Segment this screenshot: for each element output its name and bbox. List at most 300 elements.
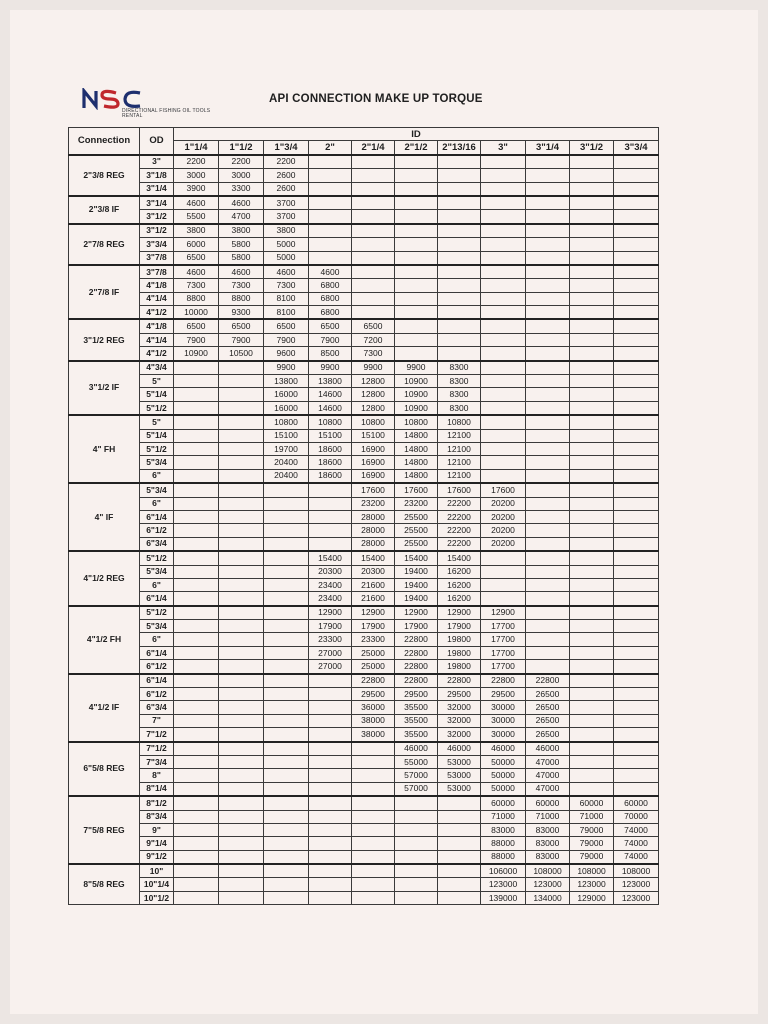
torque-cell — [526, 660, 570, 674]
table-row — [69, 891, 659, 904]
torque-cell — [174, 742, 219, 756]
torque-cell — [309, 796, 352, 810]
torque-cell — [570, 728, 614, 742]
connection-cell: 2"3/8 REG — [69, 155, 140, 196]
connection-cell: 2"7/8 IF — [69, 265, 140, 320]
torque-cell — [614, 388, 659, 401]
torque-cell: 20400 — [264, 456, 309, 469]
torque-cell — [309, 224, 352, 238]
torque-cell: 10000 — [174, 306, 219, 320]
table-row — [69, 551, 659, 565]
torque-cell: 83000 — [526, 837, 570, 850]
table-row — [69, 210, 659, 224]
torque-cell: 32000 — [438, 701, 481, 714]
torque-cell — [264, 769, 309, 782]
torque-cell: 29500 — [395, 688, 438, 701]
torque-cell — [481, 347, 526, 361]
torque-cell: 4600 — [219, 196, 264, 210]
torque-cell — [614, 620, 659, 633]
torque-cell: 53000 — [438, 769, 481, 782]
torque-cell: 22800 — [395, 646, 438, 659]
torque-cell: 22200 — [438, 524, 481, 537]
torque-cell — [309, 251, 352, 265]
torque-cell — [526, 238, 570, 251]
torque-cell: 139000 — [481, 891, 526, 904]
torque-cell — [570, 620, 614, 633]
torque-cell: 6500 — [309, 319, 352, 333]
torque-cell: 27000 — [309, 646, 352, 659]
torque-cell — [526, 592, 570, 606]
torque-cell: 2200 — [174, 155, 219, 169]
od-cell: 6"1/2 — [140, 660, 174, 674]
torque-cell — [438, 333, 481, 346]
torque-cell: 13800 — [264, 375, 309, 388]
od-cell: 6"3/4 — [140, 537, 174, 551]
torque-cell — [309, 782, 352, 796]
torque-cell — [352, 782, 395, 796]
torque-cell: 5000 — [264, 251, 309, 265]
connection-cell: 2"3/8 IF — [69, 196, 140, 224]
torque-cell — [481, 456, 526, 469]
torque-cell: 35500 — [395, 728, 438, 742]
torque-cell — [481, 196, 526, 210]
torque-cell — [481, 224, 526, 238]
od-cell: 6"1/4 — [140, 592, 174, 606]
torque-cell — [264, 878, 309, 891]
torque-cell — [614, 210, 659, 224]
torque-cell — [174, 810, 219, 823]
torque-cell: 20300 — [352, 565, 395, 578]
torque-cell — [526, 510, 570, 523]
od-cell: 8"3/4 — [140, 810, 174, 823]
torque-cell: 29500 — [438, 688, 481, 701]
torque-cell — [438, 891, 481, 904]
torque-cell: 22800 — [352, 674, 395, 688]
torque-cell — [309, 169, 352, 182]
torque-cell — [570, 483, 614, 497]
torque-cell: 22800 — [395, 660, 438, 674]
nsc-logo-icon — [82, 88, 162, 110]
torque-cell — [309, 837, 352, 850]
od-cell: 3"3/4 — [140, 238, 174, 251]
torque-cell — [174, 483, 219, 497]
torque-cell — [570, 565, 614, 578]
torque-cell — [526, 429, 570, 442]
torque-cell: 83000 — [481, 823, 526, 836]
torque-cell — [438, 864, 481, 878]
torque-cell: 3000 — [174, 169, 219, 182]
torque-cell — [309, 728, 352, 742]
torque-cell — [614, 714, 659, 727]
torque-cell — [570, 660, 614, 674]
torque-cell — [395, 238, 438, 251]
torque-cell: 9900 — [352, 361, 395, 375]
torque-cell — [352, 292, 395, 305]
torque-cell: 17700 — [481, 633, 526, 646]
torque-cell — [526, 375, 570, 388]
torque-cell — [264, 483, 309, 497]
torque-cell: 123000 — [570, 878, 614, 891]
torque-cell: 17600 — [352, 483, 395, 497]
torque-cell — [570, 265, 614, 279]
torque-cell: 8300 — [438, 401, 481, 415]
torque-cell: 14600 — [309, 401, 352, 415]
torque-cell: 19800 — [438, 633, 481, 646]
torque-cell — [614, 688, 659, 701]
od-cell: 3"1/8 — [140, 169, 174, 182]
table-row — [69, 592, 659, 606]
torque-cell — [219, 891, 264, 904]
torque-cell — [174, 796, 219, 810]
torque-cell: 71000 — [526, 810, 570, 823]
table-row — [69, 265, 659, 279]
torque-cell: 79000 — [570, 850, 614, 864]
connection-cell: 6"5/8 REG — [69, 742, 140, 797]
table-row — [69, 728, 659, 742]
torque-cell: 4600 — [219, 265, 264, 279]
od-cell: 6"1/2 — [140, 688, 174, 701]
torque-cell: 8100 — [264, 292, 309, 305]
torque-cell — [570, 251, 614, 265]
torque-cell — [352, 155, 395, 169]
torque-cell — [570, 674, 614, 688]
torque-cell: 7300 — [352, 347, 395, 361]
torque-cell — [481, 578, 526, 591]
torque-cell: 26500 — [526, 688, 570, 701]
torque-cell: 88000 — [481, 837, 526, 850]
torque-cell: 8800 — [219, 292, 264, 305]
torque-cell — [219, 633, 264, 646]
od-cell: 5" — [140, 415, 174, 429]
torque-cell: 18600 — [309, 442, 352, 455]
torque-cell — [395, 279, 438, 292]
torque-cell — [219, 510, 264, 523]
torque-cell — [438, 810, 481, 823]
torque-cell: 35500 — [395, 701, 438, 714]
torque-cell — [614, 660, 659, 674]
torque-cell — [264, 551, 309, 565]
torque-cell — [526, 319, 570, 333]
torque-cell — [570, 429, 614, 442]
connection-cell: 4"1/2 IF — [69, 674, 140, 742]
od-cell: 5"3/4 — [140, 565, 174, 578]
torque-cell — [481, 442, 526, 455]
torque-cell: 123000 — [526, 878, 570, 891]
torque-cell: 7200 — [352, 333, 395, 346]
torque-cell — [309, 510, 352, 523]
torque-cell — [438, 796, 481, 810]
torque-cell — [395, 292, 438, 305]
torque-cell: 38000 — [352, 714, 395, 727]
torque-cell: 28000 — [352, 510, 395, 523]
torque-cell — [264, 497, 309, 510]
torque-cell — [174, 510, 219, 523]
torque-cell — [174, 620, 219, 633]
torque-cell — [570, 415, 614, 429]
torque-cell — [570, 319, 614, 333]
torque-cell: 3000 — [219, 169, 264, 182]
torque-cell: 22800 — [395, 633, 438, 646]
torque-cell — [174, 429, 219, 442]
table-row — [69, 688, 659, 701]
table-row — [69, 620, 659, 633]
torque-cell — [614, 155, 659, 169]
torque-cell — [174, 606, 219, 620]
table-row — [69, 182, 659, 196]
torque-cell — [352, 810, 395, 823]
od-cell: 5"1/2 — [140, 401, 174, 415]
torque-cell: 50000 — [481, 769, 526, 782]
torque-cell: 6500 — [264, 319, 309, 333]
torque-cell: 15400 — [352, 551, 395, 565]
torque-cell: 5800 — [219, 251, 264, 265]
od-cell: 4"3/4 — [140, 361, 174, 375]
torque-cell — [352, 265, 395, 279]
torque-cell: 60000 — [570, 796, 614, 810]
torque-cell — [264, 728, 309, 742]
torque-cell: 9600 — [264, 347, 309, 361]
torque-cell — [614, 429, 659, 442]
torque-cell: 12900 — [309, 606, 352, 620]
table-row — [69, 878, 659, 891]
torque-cell — [309, 196, 352, 210]
torque-cell — [219, 701, 264, 714]
torque-cell: 26500 — [526, 714, 570, 727]
torque-cell: 12100 — [438, 429, 481, 442]
torque-cell: 10800 — [264, 415, 309, 429]
torque-cell — [526, 633, 570, 646]
od-cell: 3"1/2 — [140, 210, 174, 224]
table-row — [69, 769, 659, 782]
torque-cell: 16200 — [438, 565, 481, 578]
torque-cell — [614, 456, 659, 469]
torque-cell — [614, 333, 659, 346]
torque-cell — [264, 714, 309, 727]
torque-cell — [614, 537, 659, 551]
id-column-header: 1"1/2 — [219, 141, 264, 155]
torque-cell — [174, 456, 219, 469]
od-cell: 9"1/4 — [140, 837, 174, 850]
torque-cell: 71000 — [481, 810, 526, 823]
torque-cell — [570, 606, 614, 620]
torque-cell: 21600 — [352, 592, 395, 606]
torque-cell — [570, 292, 614, 305]
torque-cell: 15100 — [309, 429, 352, 442]
torque-cell — [352, 837, 395, 850]
torque-cell — [614, 169, 659, 182]
torque-cell — [438, 306, 481, 320]
torque-cell — [174, 592, 219, 606]
torque-cell — [395, 224, 438, 238]
torque-cell — [614, 755, 659, 768]
torque-cell: 108000 — [570, 864, 614, 878]
connection-cell: 4"1/2 REG — [69, 551, 140, 606]
torque-cell — [174, 442, 219, 455]
torque-cell — [395, 891, 438, 904]
torque-cell — [570, 456, 614, 469]
torque-cell: 16200 — [438, 592, 481, 606]
torque-cell — [570, 646, 614, 659]
od-cell: 3"7/8 — [140, 251, 174, 265]
torque-cell — [219, 714, 264, 727]
torque-cell: 29500 — [481, 688, 526, 701]
torque-cell — [309, 537, 352, 551]
table-row — [69, 565, 659, 578]
torque-cell — [174, 469, 219, 483]
torque-cell — [526, 196, 570, 210]
torque-cell — [264, 646, 309, 659]
torque-cell: 17600 — [438, 483, 481, 497]
torque-cell: 71000 — [570, 810, 614, 823]
od-cell: 8" — [140, 769, 174, 782]
torque-cell — [219, 728, 264, 742]
table-row — [69, 388, 659, 401]
torque-cell: 17900 — [309, 620, 352, 633]
table-row — [69, 429, 659, 442]
torque-cell — [264, 620, 309, 633]
torque-cell: 22800 — [438, 674, 481, 688]
torque-cell: 25000 — [352, 646, 395, 659]
torque-cell — [526, 415, 570, 429]
torque-cell — [309, 497, 352, 510]
torque-cell: 16000 — [264, 401, 309, 415]
torque-cell: 7300 — [174, 279, 219, 292]
torque-cell — [264, 742, 309, 756]
id-column-header: 2"1/4 — [352, 141, 395, 155]
table-row — [69, 646, 659, 659]
table-row — [69, 196, 659, 210]
torque-cell — [570, 210, 614, 224]
torque-cell: 8500 — [309, 347, 352, 361]
torque-cell: 27000 — [309, 660, 352, 674]
torque-cell — [264, 755, 309, 768]
connection-cell: 7"5/8 REG — [69, 796, 140, 864]
torque-cell — [395, 265, 438, 279]
torque-cell — [395, 319, 438, 333]
torque-cell: 30000 — [481, 728, 526, 742]
torque-cell — [614, 442, 659, 455]
torque-cell — [174, 361, 219, 375]
torque-cell — [481, 238, 526, 251]
torque-cell — [352, 755, 395, 768]
torque-cell — [481, 361, 526, 375]
torque-cell — [264, 524, 309, 537]
torque-cell — [174, 878, 219, 891]
torque-cell — [614, 497, 659, 510]
torque-cell: 23400 — [309, 592, 352, 606]
torque-cell — [614, 483, 659, 497]
od-cell: 9" — [140, 823, 174, 836]
torque-cell — [481, 429, 526, 442]
torque-cell: 25500 — [395, 537, 438, 551]
torque-cell — [526, 537, 570, 551]
torque-cell — [438, 169, 481, 182]
od-cell: 4"1/2 — [140, 347, 174, 361]
torque-cell — [174, 769, 219, 782]
torque-cell — [174, 633, 219, 646]
torque-cell — [614, 238, 659, 251]
od-cell: 6" — [140, 497, 174, 510]
table-row — [69, 401, 659, 415]
torque-cell: 5000 — [264, 238, 309, 251]
torque-cell: 36000 — [352, 701, 395, 714]
torque-cell — [614, 182, 659, 196]
od-cell: 8"1/4 — [140, 782, 174, 796]
torque-cell: 21600 — [352, 578, 395, 591]
torque-cell: 14800 — [395, 456, 438, 469]
torque-cell: 17700 — [481, 646, 526, 659]
id-column-header: 3"1/2 — [570, 141, 614, 155]
torque-cell — [264, 674, 309, 688]
torque-cell — [481, 169, 526, 182]
torque-cell — [309, 714, 352, 727]
torque-cell — [526, 456, 570, 469]
torque-cell — [309, 688, 352, 701]
torque-cell — [219, 551, 264, 565]
od-header: OD — [140, 128, 174, 155]
torque-cell — [526, 442, 570, 455]
company-logo — [82, 88, 222, 124]
od-cell: 4"1/8 — [140, 279, 174, 292]
torque-cell — [614, 469, 659, 483]
torque-cell — [526, 469, 570, 483]
od-cell: 7" — [140, 714, 174, 727]
torque-cell — [438, 210, 481, 224]
torque-cell — [526, 265, 570, 279]
torque-cell: 6500 — [174, 251, 219, 265]
connection-header: Connection — [69, 128, 140, 155]
torque-cell — [395, 850, 438, 864]
torque-cell — [219, 537, 264, 551]
od-cell: 5"1/2 — [140, 551, 174, 565]
table-row — [69, 442, 659, 455]
table-row — [69, 497, 659, 510]
od-cell: 3"1/4 — [140, 182, 174, 196]
torque-cell: 38000 — [352, 728, 395, 742]
torque-cell: 55000 — [395, 755, 438, 768]
torque-cell: 9300 — [219, 306, 264, 320]
torque-cell: 50000 — [481, 782, 526, 796]
torque-cell — [264, 796, 309, 810]
od-cell: 4"1/4 — [140, 292, 174, 305]
torque-cell: 46000 — [395, 742, 438, 756]
torque-cell — [481, 551, 526, 565]
torque-cell: 4600 — [174, 265, 219, 279]
torque-cell: 23300 — [309, 633, 352, 646]
torque-cell — [614, 606, 659, 620]
torque-cell — [570, 701, 614, 714]
od-cell: 10"1/2 — [140, 891, 174, 904]
torque-cell: 12800 — [352, 401, 395, 415]
torque-cell: 4600 — [309, 265, 352, 279]
od-cell: 6"1/2 — [140, 524, 174, 537]
torque-cell — [264, 864, 309, 878]
torque-cell — [570, 279, 614, 292]
torque-cell — [570, 551, 614, 565]
torque-cell — [264, 660, 309, 674]
torque-cell: 19400 — [395, 565, 438, 578]
od-cell: 6" — [140, 633, 174, 646]
torque-cell — [174, 375, 219, 388]
torque-cell — [438, 155, 481, 169]
torque-cell: 2600 — [264, 182, 309, 196]
torque-cell — [481, 375, 526, 388]
od-cell: 7"1/2 — [140, 728, 174, 742]
od-cell: 4"1/4 — [140, 333, 174, 346]
connection-cell: 4" FH — [69, 415, 140, 483]
torque-cell: 12800 — [352, 375, 395, 388]
torque-cell: 60000 — [481, 796, 526, 810]
